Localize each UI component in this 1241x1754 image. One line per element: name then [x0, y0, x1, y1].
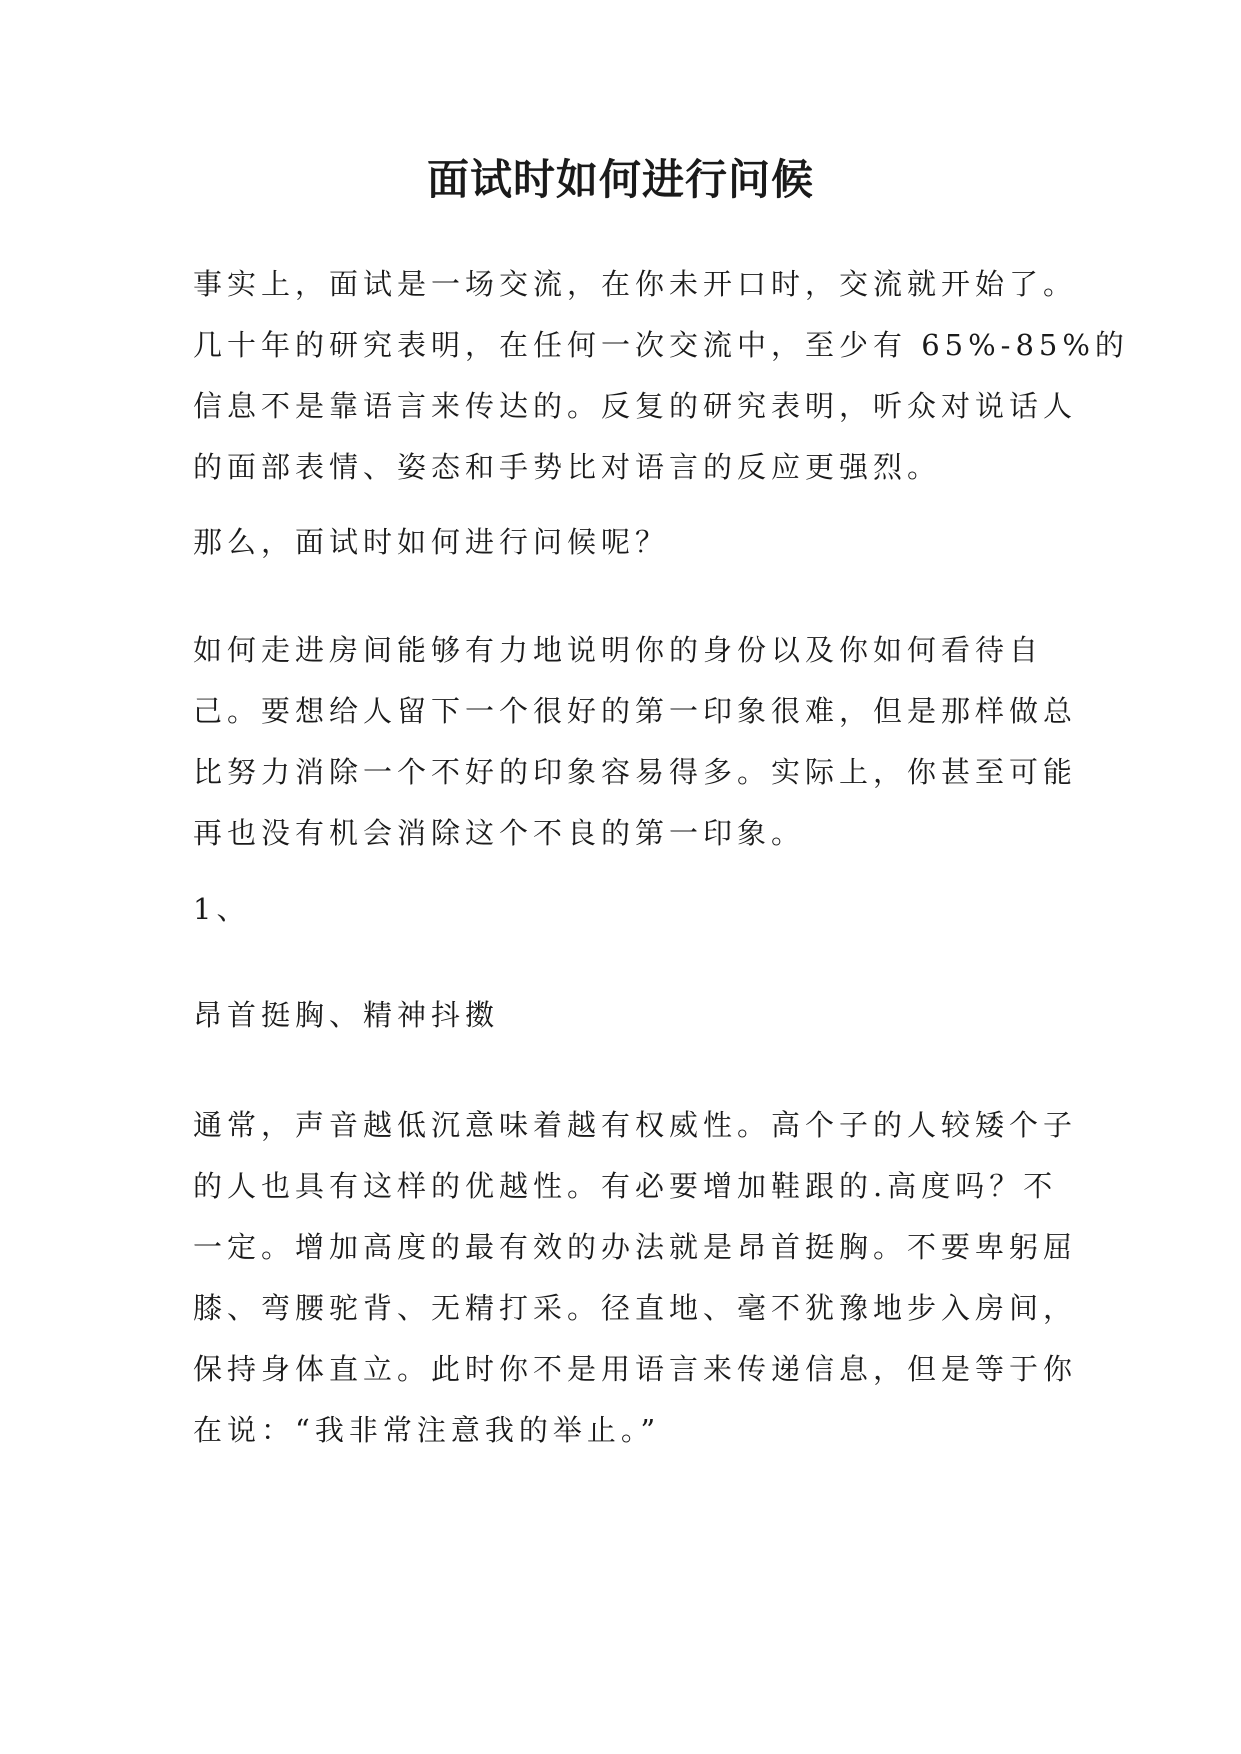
- paragraph-line: 己。要想给人留下一个很好的第一印象很难，但是那样做总: [193, 694, 1078, 728]
- paragraph-line: 如何走进房间能够有力地说明你的身份以及你如何看待自: [193, 633, 1044, 667]
- paragraph-line: 那么，面试时如何进行问候呢？: [193, 525, 670, 559]
- paragraph-line: 再也没有机会消除这个不良的第一印象。: [193, 816, 806, 850]
- paragraph-line: 比努力消除一个不好的印象容易得多。实际上，你甚至可能: [193, 755, 1078, 789]
- paragraph-line: 膝、弯腰驼背、无精打采。径直地、毫不犹豫地步入房间，: [193, 1291, 1078, 1325]
- paragraph-entering-room: [193, 620, 1078, 864]
- section-heading: [193, 985, 1073, 1046]
- paragraph-line: 的人也具有这样的优越性。有必要增加鞋跟的.高度吗？不: [193, 1169, 1058, 1203]
- paragraph-line: 信息不是靠语言来传达的。反复的研究表明，听众对说话人: [193, 389, 1078, 423]
- paragraph-line: 通常，声音越低沉意味着越有权威性。高个子的人较矮个子: [193, 1108, 1078, 1142]
- paragraph-intro: [193, 254, 1129, 498]
- paragraph-line: 事实上，面试是一场交流，在你未开口时，交流就开始了。: [193, 267, 1078, 301]
- paragraph-posture: [193, 1095, 1078, 1461]
- paragraph-line: 一定。增加高度的最有效的办法就是昂首挺胸。不要卑躬屈: [193, 1230, 1078, 1264]
- paragraph-line: 的面部表情、姿态和手势比对语言的反应更强烈。: [193, 450, 942, 484]
- paragraph-question: [193, 512, 1073, 573]
- paragraph-line: 几十年的研究表明，在任何一次交流中，至少有 65%-85%的: [193, 328, 1129, 362]
- paragraph-line: 在说：“我非常注意我的举止。”: [193, 1413, 661, 1447]
- paragraph-line: 保持身体直立。此时你不是用语言来传递信息，但是等于你: [193, 1352, 1078, 1386]
- document-title: 面试时如何进行问候: [426, 155, 814, 204]
- paragraph-line: 1、: [193, 892, 251, 926]
- paragraph-line: 昂首挺胸、精神抖擞: [193, 998, 500, 1032]
- section-number: [193, 879, 1073, 940]
